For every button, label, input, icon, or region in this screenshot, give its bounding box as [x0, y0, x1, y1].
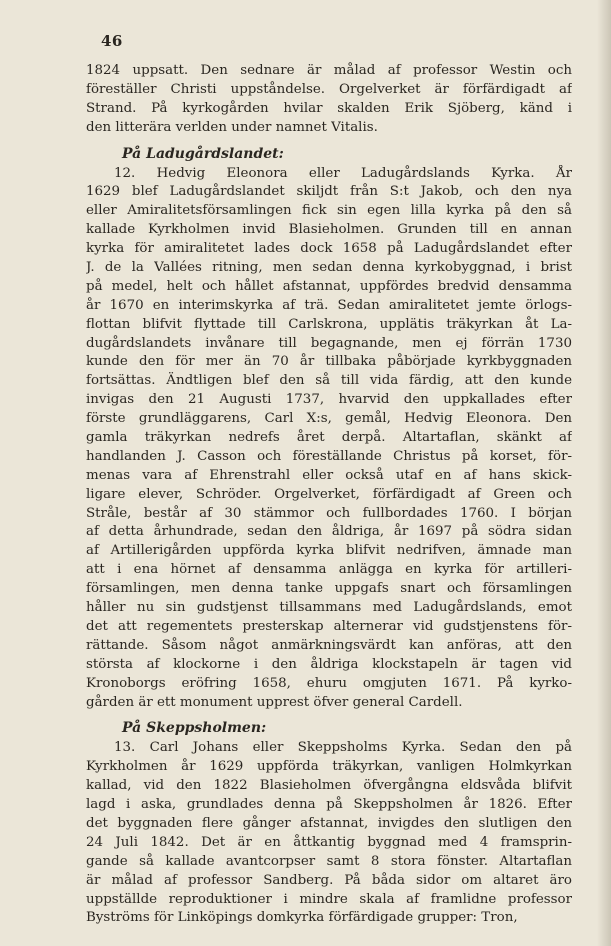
text-line: uppställde reproduktioner i mindre skala af framlidne professor	[86, 891, 572, 907]
text-line: förste grundläggarens, Carl X:s, gemål, Hedvig Eleonora. Den	[86, 411, 572, 427]
text-line: Strand. På kyrkogården hvilar skalden Erik Sjöberg, känd i	[86, 100, 572, 116]
text-line: kallad, vid den 1822 Blasieholmen öfvergångna eldsvåda blifvit	[86, 778, 572, 794]
text-line: af detta århundrade, sedan den åldriga, år 1697 på södra sidan	[86, 524, 572, 540]
page-edge-shadow	[597, 0, 611, 946]
text-line: kallade Kyrkholmen invid Blasieholmen. Grunden till en annan	[86, 222, 572, 238]
text-line: Byströms för Linköpings domkyrka förfärdigade grupper: Tron,	[86, 910, 518, 926]
text-line: på medel, helt och hållet afstannat, uppfördes bredvid densamma	[86, 278, 572, 294]
text-line: gande så kallade avantcorpser samt 8 stora fönster. Altartaflan	[86, 853, 572, 869]
section-heading-ladugardslandet: På Ladugårdslandet:	[122, 145, 284, 162]
text-line: 1824 uppsatt. Den sednare är målad af professor Westin och	[86, 63, 572, 78]
text-line: det byggnaden flere gånger afstannat, invigdes den slutligen den	[86, 815, 572, 831]
text-line: Stråle, består af 30 stämmor och fullbordades 1760. I början	[86, 505, 572, 521]
section-heading-skeppsholmen: På Skeppsholmen:	[122, 720, 267, 737]
text-line: Kronoborgs eröfring 1658, ehuru omgjuten 1671. På kyrko-	[86, 675, 572, 691]
text-line: J. de la Vallées ritning, men sedan denna kyrkobyggnad, i brist	[86, 260, 572, 276]
text-line: menas vara af Ehrenstrahl eller också utaf en af hans skick-	[86, 467, 572, 483]
paragraph-carl-johans-kyrka	[86, 739, 572, 928]
text-line: rättande. Såsom något anmärkningsvärdt kan anföras, att den	[86, 637, 572, 653]
text-line: församlingen, men denna tanke uppgafs snart och församlingen	[86, 581, 572, 597]
text-line: Kyrkholmen år 1629 uppförda träkyrkan, vanligen Holmkyrkan	[86, 759, 572, 775]
text-line: gården är ett monument upprest öfver general Cardell.	[86, 694, 463, 710]
text-line: 1629 blef Ladugårdslandet skiljdt från S:t Jakob, och den nya	[86, 184, 572, 200]
text-line: föreställer Christi uppståndelse. Orgelverket är förfärdigadt af	[86, 81, 572, 97]
text-line: handlanden J. Casson och föreställande Christus på korset, för-	[86, 448, 572, 464]
text-line: af Artillerigården uppförda kyrka blifvit nedrifven, ämnade man	[86, 543, 572, 559]
text-line: 12. Hedvig Eleonora eller Ladugårdslands Kyrka. År	[114, 165, 572, 181]
paragraph-westin-altarpiece	[86, 62, 572, 138]
text-line: invigas den 21 Augusti 1737, hvarvid den uppkallades efter	[86, 392, 572, 408]
text-line: ligare elever, Schröder. Orgelverket, förfärdigadt af Green och	[86, 486, 572, 502]
body-text	[86, 62, 572, 928]
text-line: kyrka för amiralitetet lades dock 1658 på Ladugårdslandet efter	[86, 241, 572, 257]
text-line: fortsättas. Ändtligen blef den så till vida färdig, att den kunde	[86, 373, 572, 389]
text-line: kunde den för mer än 70 år tillbaka påbörjade kyrkbyggnaden	[86, 354, 572, 370]
paragraph-hedvig-eleonora	[86, 165, 572, 713]
text-line: håller nu sin gudstjenst tillsammans med Ladugårdslands, emot	[86, 600, 572, 616]
text-line: dugårdslandets invånare till begagnande, men ej förrän 1730	[86, 335, 572, 351]
text-line: att i ena hörnet af densamma anlägga en kyrka för artilleri-	[86, 562, 572, 578]
text-line: 13. Carl Johans eller Skeppsholms Kyrka. Sedan den på	[114, 740, 572, 756]
text-line: 24 Juli 1842. Det är en åttkantig byggnad med 4 framsprin-	[86, 834, 572, 850]
text-line: gamla träkyrkan nedrefs året derpå. Altartaflan, skänkt af	[86, 430, 572, 446]
page-number: 46	[101, 32, 123, 50]
text-line: är målad af professor Sandberg. På båda sidor om altaret äro	[86, 872, 572, 888]
text-line: största af klockorne i den åldriga klockstapeln är tagen vid	[86, 656, 572, 672]
text-line: lagd i aska, grundlades denna på Skeppsholmen år 1826. Efter	[86, 797, 572, 813]
text-line: år 1670 en interimskyrka af trä. Sedan amiralitetet jemte örlogs-	[86, 297, 572, 313]
text-line: den litterära verlden under namnet Vitalis.	[86, 119, 378, 135]
text-line: det att regementets presterskap alternerar vid gudstjenstens för-	[86, 618, 572, 634]
text-line: eller Amiralitetsförsamlingen fick sin egen lilla kyrka på den så	[86, 203, 572, 219]
text-line: flottan blifvit flyttade till Carlskrona, upplätis träkyrkan åt La-	[86, 316, 572, 332]
